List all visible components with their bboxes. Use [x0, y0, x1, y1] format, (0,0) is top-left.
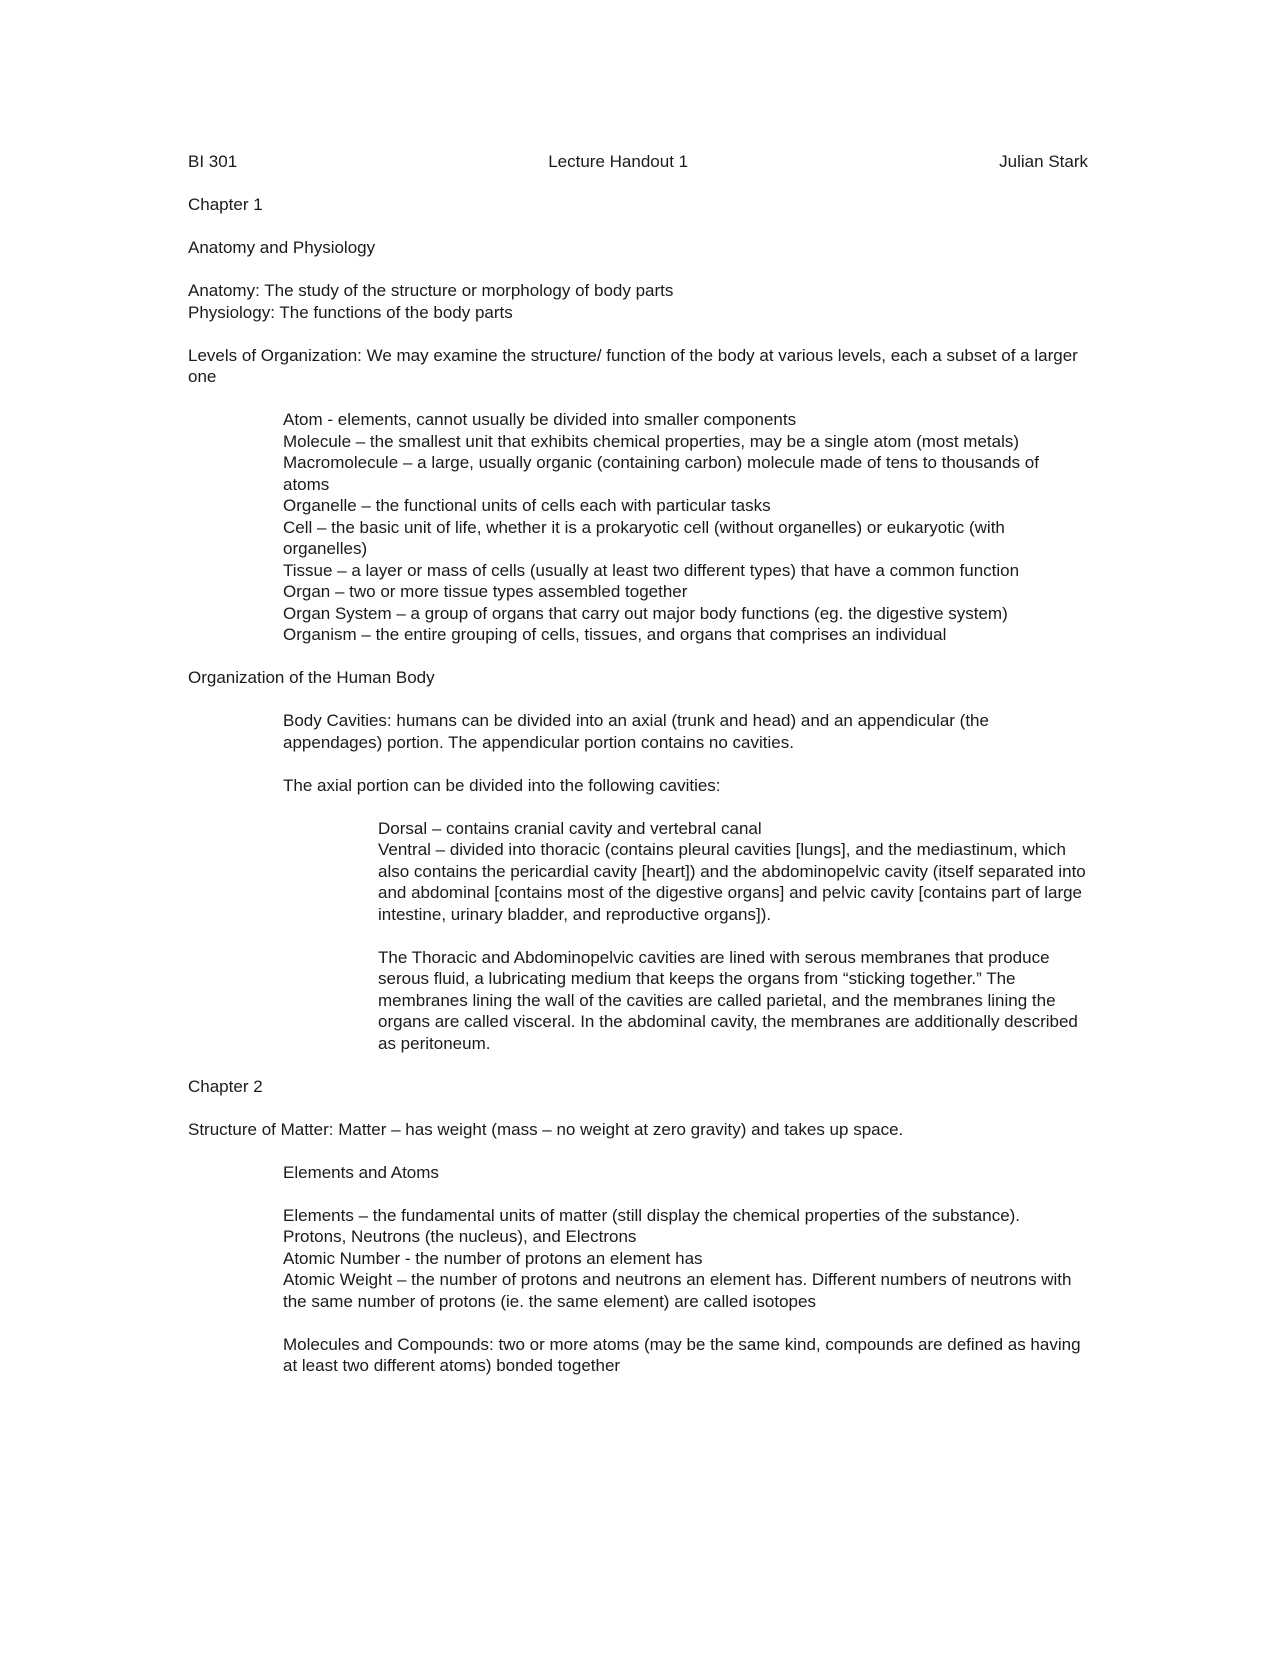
dorsal-cavity-item: Dorsal – contains cranial cavity and vertebral canal — [378, 818, 762, 838]
course-code: BI 301 — [188, 152, 238, 171]
atomic-weight-definition: Atomic Weight – the number of protons and neutrons an element has. Different numbers of neutrons with the same number of protons (ie. the same element) are called isotopes — [283, 1270, 1072, 1311]
definitions-block — [188, 280, 1088, 323]
body-cavities-paragraph: Body Cavities: humans can be divided into an axial (trunk and head) and an appendicular (the appendages) portion. The appendicular portion contains no cavities. — [283, 711, 989, 752]
matter-paragraph: Structure of Matter: Matter – has weight (mass – no weight at zero gravity) and takes up space. — [188, 1119, 904, 1139]
levels-list — [283, 409, 1088, 646]
physiology-definition: Physiology: The functions of the body parts — [188, 302, 513, 322]
axial-intro: The axial portion can be divided into the following cavities: — [283, 775, 721, 795]
handout-title: Lecture Handout 1 — [548, 152, 689, 171]
page-header — [188, 151, 1088, 173]
subject-heading: Anatomy and Physiology — [188, 238, 376, 257]
cavities-list — [378, 818, 1088, 926]
list-item: Organism – the entire grouping of cells, tissues, and organs that comprises an individual — [283, 625, 947, 644]
atomic-number-definition: Atomic Number - the number of protons an element has — [283, 1248, 703, 1268]
list-item: Organelle – the functional units of cells each with particular tasks — [283, 496, 771, 515]
chapter-2-heading: Chapter 2 — [188, 1076, 263, 1096]
list-item: Organ System – a group of organs that carry out major body functions (eg. the digestive system) — [283, 603, 1008, 623]
list-item: Atom - elements, cannot usually be divided into smaller components — [283, 410, 797, 429]
elements-block — [283, 1205, 1088, 1313]
list-item: Cell – the basic unit of life, whether it is a prokaryotic cell (without organelles) or eukaryotic (with organelles) — [283, 517, 1005, 558]
organization-heading: Organization of the Human Body — [188, 668, 435, 687]
anatomy-definition: Anatomy: The study of the structure or morphology of body parts — [188, 281, 674, 300]
elements-definition: Elements – the fundamental units of matter (still display the chemical properties of the substance). Protons, Neutrons (the nucleus), and Electrons — [283, 1205, 1021, 1246]
list-item: Tissue – a layer or mass of cells (usually at least two different types) that have a common function — [283, 560, 1020, 580]
list-item: Macromolecule – a large, usually organic (containing carbon) molecule made of tens to thousands of atoms — [283, 453, 1039, 494]
membranes-paragraph: The Thoracic and Abdominopelvic cavities are lined with serous membranes that produce serous fluid, a lubricating medium that keeps the organs from “sticking together.” The membranes lining the wall of the cavities are called parietal, and the membranes lining the organs are called visceral. In the abdominal cavity, the membranes are additionally described as peritoneum. — [378, 947, 1078, 1053]
list-item: Organ – two or more tissue types assembled together — [283, 582, 688, 601]
chapter-1-heading: Chapter 1 — [188, 195, 263, 214]
ventral-cavity-item: Ventral – divided into thoracic (contains pleural cavities [lungs], and the mediastinum, which also contains the pericardial cavity [heart]) and the abdominopelvic cavity (itself separated into and abdominal [contains most of the digestive organs] and pelvic cavity [contains part of large intestine, urinary bladder, and reproductive organs]). — [378, 840, 1086, 924]
molecules-paragraph: Molecules and Compounds: two or more atoms (may be the same kind, compounds are defined as having at least two different atoms) bonded together — [283, 1334, 1081, 1375]
elements-heading: Elements and Atoms — [283, 1162, 439, 1182]
document-body — [188, 151, 1088, 1398]
author-name: Julian Stark — [999, 152, 1088, 171]
levels-intro: Levels of Organization: We may examine the structure/ function of the body at various levels, each a subset of a larger one — [188, 345, 1078, 386]
list-item: Molecule – the smallest unit that exhibits chemical properties, may be a single atom (most metals) — [283, 431, 1020, 451]
